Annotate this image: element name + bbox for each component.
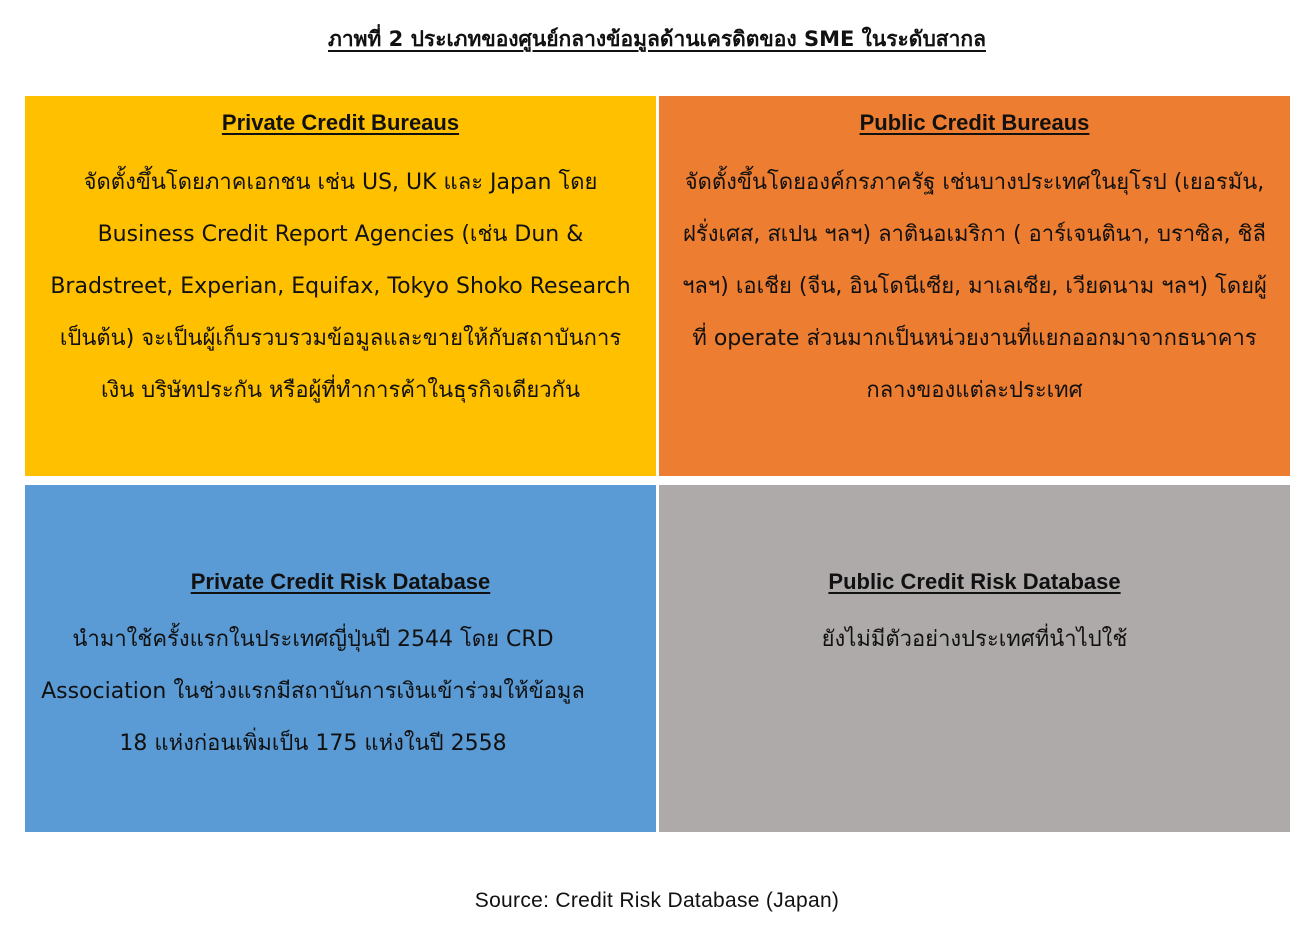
private-credit-risk-database-title: Private Credit Risk Database — [190, 569, 491, 594]
private-credit-risk-database-box — [25, 485, 656, 832]
private-credit-risk-database-description: นำมาใช้ครั้งแรกในประเทศญี่ปุ่นปี 2544 โดย CRD Association ในช่วงแรกมีสถาบันการเงินเข้าร่วมให้ข้อมูล 18 แห่งก่อนเพิ่มเป็น 175 แห่งในปี 2558 — [41, 627, 585, 756]
private-credit-bureaus-box — [25, 96, 656, 476]
public-credit-risk-database-box — [659, 485, 1290, 832]
public-credit-risk-database-title: Public Credit Risk Database — [828, 569, 1121, 594]
credit-center-quadrant-grid — [25, 96, 1290, 832]
private-credit-bureaus-title: Private Credit Bureaus — [221, 110, 460, 135]
public-credit-bureaus-box — [659, 96, 1290, 476]
public-credit-bureaus-title: Public Credit Bureaus — [859, 110, 1090, 135]
private-credit-bureaus-description: จัดตั้งขึ้นโดยภาคเอกชน เช่น US, UK และ Japan โดย Business Credit Report Agencies (เช่น Dun & Bradstreet, Experian, Equifax, Tokyo Shoko Research เป็นต้น) จะเป็นผู้เก็บรวบรวมข้อมูลและขายให้กับสถาบันการเงิน บริษัทประกัน หรือผู้ที่ทำการค้าในธุรกิจเดียวกัน — [50, 170, 631, 403]
public-credit-bureaus-description: จัดตั้งขึ้นโดยองค์กรภาครัฐ เช่นบางประเทศในยุโรป (เยอรมัน, ฝรั่งเศส, สเปน ฯลฯ) ลาตินอเมริกา ( อาร์เจนตินา, บราซิล, ชิลี ฯลฯ) เอเชีย (จีน, อินโดนีเซีย, มาเลเซีย, เวียดนาม ฯลฯ) โดยผู้ที่ operate ส่วนมากเป็นหน่วยงานที่แยกออกมาจากธนาคารกลางของแต่ละประเทศ — [682, 170, 1267, 403]
source-caption: Source: Credit Risk Database (Japan) — [474, 889, 840, 912]
figure-title — [0, 24, 1314, 54]
figure-title-text: ภาพที่ 2 ประเภทของศูนย์กลางข้อมูลด้านเครดิตของ SME ในระดับสากล — [328, 27, 986, 51]
public-credit-risk-database-description: ยังไม่มีตัวอย่างประเทศที่นำไปใช้ — [821, 627, 1128, 652]
